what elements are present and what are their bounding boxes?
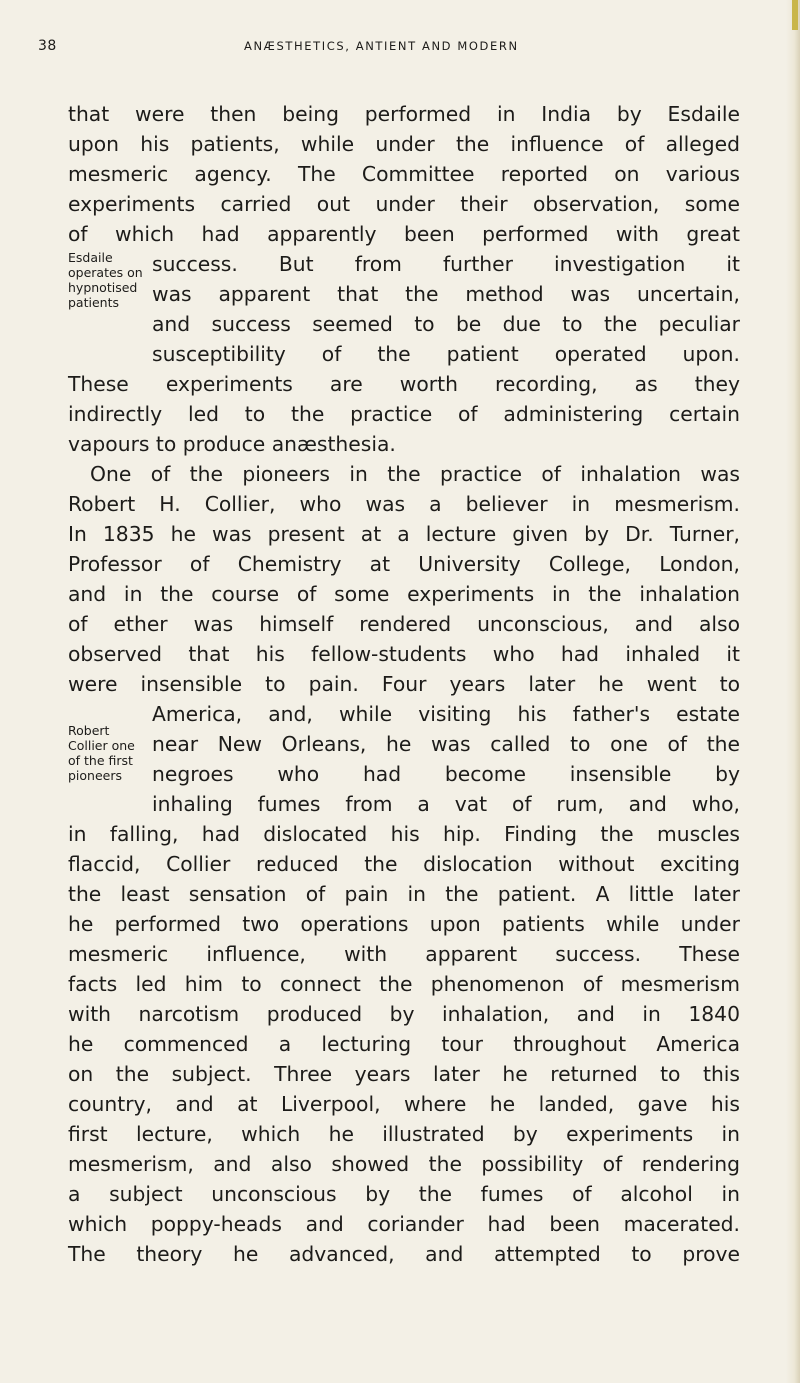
text-line: of ether was himself rendered unconscious, and also (68, 612, 740, 636)
text-line: a subject unconscious by the fumes of alcohol in (68, 1182, 740, 1206)
text-line: that were then being performed in India by Esdaile (68, 102, 740, 126)
side-note-line: patients (68, 295, 119, 310)
side-note-collier (68, 723, 148, 783)
text-line: In 1835 he was present at a lecture given by Dr. Turner, (68, 522, 740, 546)
side-note-line: Robert (68, 723, 110, 738)
text-line: America, and, while visiting his father's estate (152, 702, 740, 726)
text-line: the least sensation of pain in the patient. A little later (68, 882, 740, 906)
text-line: susceptibility of the patient operated upon. (152, 342, 740, 366)
text-line: experiments carried out under their observation, some (68, 192, 740, 216)
running-head: ANÆSTHETICS, ANTIENT AND MODERN (244, 39, 519, 53)
text-line: facts led him to connect the phenomenon of mesmerism (68, 972, 740, 996)
page-header (0, 38, 800, 58)
text-line: of which had apparently been performed with great (68, 222, 740, 246)
side-note-esdaile (68, 250, 148, 310)
text-line: inhaling fumes from a vat of rum, and who, (152, 792, 740, 816)
text-line: flaccid, Collier reduced the dislocation without exciting (68, 852, 740, 876)
side-note-line: hypnotised (68, 280, 138, 295)
text-line: mesmeric agency. The Committee reported on various (68, 162, 740, 186)
text-line: Professor of Chemistry at University College, London, (68, 552, 740, 576)
text-line: negroes who had become insensible by (152, 762, 740, 786)
text-line: first lecture, which he illustrated by experiments in (68, 1122, 740, 1146)
text-line: he commenced a lecturing tour throughout America (68, 1032, 740, 1056)
side-note-line: Esdaile (68, 250, 113, 265)
text-line: which poppy-heads and coriander had been macerated. (68, 1212, 740, 1236)
side-note-line: Collier one (68, 738, 135, 753)
text-line: mesmeric influence, with apparent success. These (68, 942, 740, 966)
text-line: were insensible to pain. Four years later he went to (68, 672, 740, 696)
text-line: Robert H. Collier, who was a believer in mesmerism. (68, 492, 740, 516)
text-line: indirectly led to the practice of administering certain (68, 402, 740, 426)
text-line: near New Orleans, he was called to one of the (152, 732, 740, 756)
text-line: with narcotism produced by inhalation, and in 1840 (68, 1002, 740, 1026)
side-note-line: of the first (68, 753, 133, 768)
text-line: observed that his fellow-students who had inhaled it (68, 642, 740, 666)
text-line: One of the pioneers in the practice of inhalation was (90, 462, 740, 486)
text-line: on the subject. Three years later he returned to this (68, 1062, 740, 1086)
page-number: 38 (38, 38, 57, 54)
page-edge-mark (792, 0, 798, 30)
text-line: he performed two operations upon patients while under (68, 912, 740, 936)
text-line: success. But from further investigation it (152, 252, 740, 276)
text-line: mesmerism, and also showed the possibility of rendering (68, 1152, 740, 1176)
text-line: These experiments are worth recording, as they (68, 372, 740, 396)
text-line: upon his patients, while under the influence of alleged (68, 132, 740, 156)
side-note-line: operates on (68, 265, 143, 280)
text-line: country, and at Liverpool, where he landed, gave his (68, 1092, 740, 1116)
text-line: in falling, had dislocated his hip. Finding the muscles (68, 822, 740, 846)
text-line: and success seemed to be due to the peculiar (152, 312, 740, 336)
text-line: The theory he advanced, and attempted to prove (68, 1242, 740, 1266)
text-line: vapours to produce anæsthesia. (68, 432, 396, 456)
page-edge-shadow (786, 0, 800, 1383)
text-line: was apparent that the method was uncertain, (152, 282, 740, 306)
side-note-line: pioneers (68, 768, 123, 783)
text-line: and in the course of some experiments in the inhalation (68, 582, 740, 606)
